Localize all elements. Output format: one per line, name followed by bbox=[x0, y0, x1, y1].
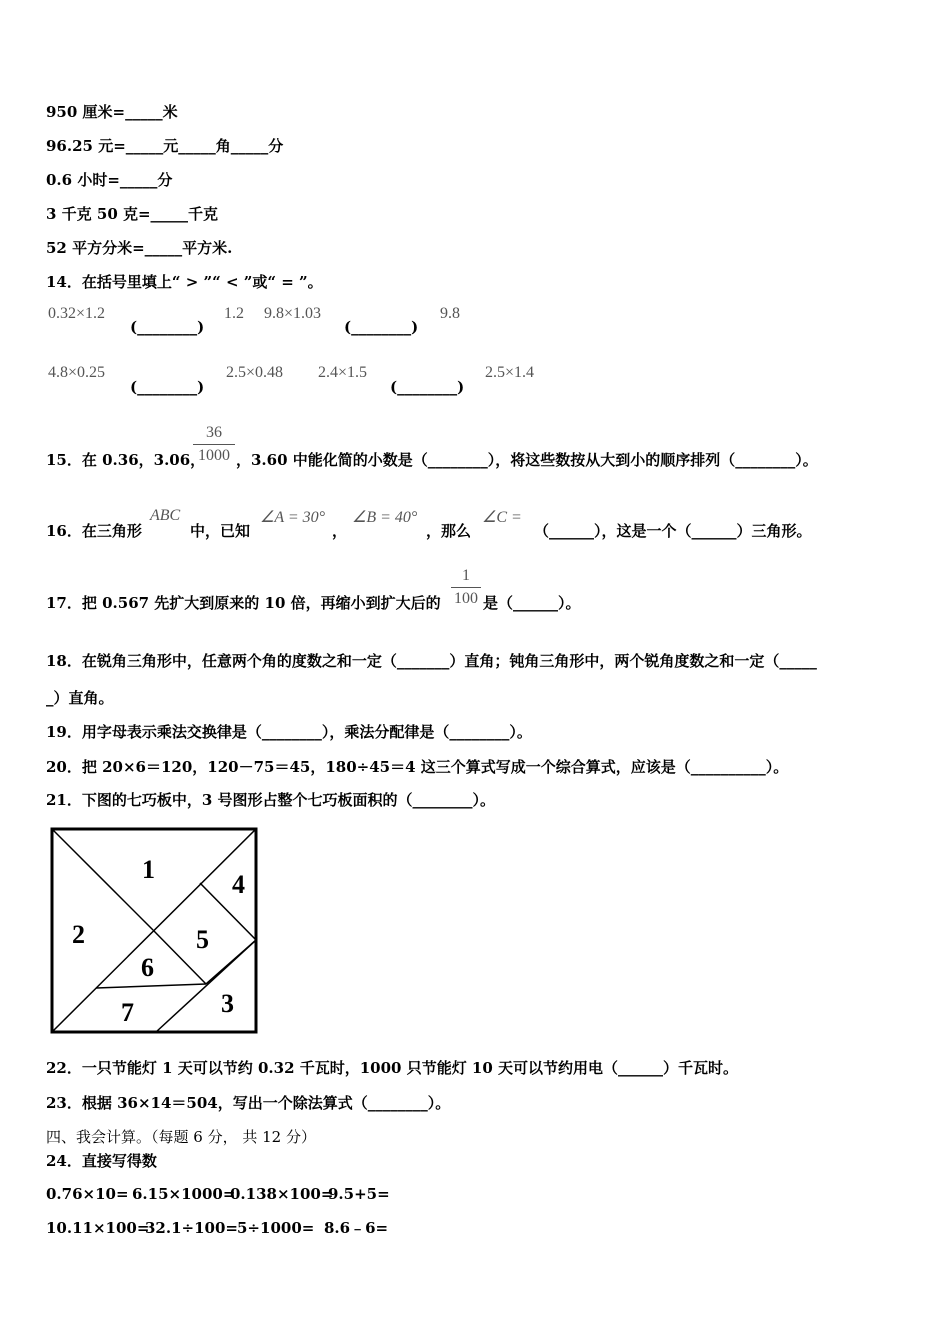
q24-calc-2: 6.15×1000= bbox=[132, 1185, 236, 1203]
q15-frac-den: 1000 bbox=[198, 447, 230, 464]
tangram-label-2: 2 bbox=[72, 920, 85, 949]
q14-expr-1: 0.32×1.2 bbox=[48, 305, 106, 322]
tangram-label-3: 3 bbox=[221, 989, 234, 1018]
q23-text: 23．根据 36×14＝504，写出一个除法算式（________）。 bbox=[46, 1094, 451, 1112]
q16-math-abc: ABC bbox=[150, 507, 181, 524]
conversion-line-3: 0.6 小时=_____分 bbox=[46, 171, 173, 189]
q15-frac-bar bbox=[193, 444, 235, 445]
q14-expr-6: 2.5×0.48 bbox=[226, 364, 284, 381]
q24-calc-4: 9.5+5= bbox=[328, 1185, 390, 1203]
q24-calc-3: 0.138×100= bbox=[230, 1185, 334, 1203]
tangram-figure bbox=[48, 826, 260, 1036]
conversion-line-5: 52 平方分米=_____平方米. bbox=[46, 239, 233, 257]
tangram-label-1: 1 bbox=[142, 855, 155, 884]
q14-expr-2: 1.2 bbox=[224, 305, 244, 322]
tangram-label-4: 4 bbox=[232, 870, 245, 899]
q17-frac-den: 100 bbox=[454, 590, 478, 607]
q17-frac-num: 1 bbox=[462, 567, 470, 584]
conversion-line-1: 950 厘米=_____米 bbox=[46, 103, 178, 121]
q15-text-pre: 15．在 0.36，3.06， bbox=[46, 451, 206, 469]
q24-calc-6: 32.1÷100= bbox=[145, 1219, 238, 1237]
tangram-label-6: 6 bbox=[141, 953, 154, 982]
q16-text-3: ， bbox=[332, 522, 348, 540]
q14-blank-1[interactable]: (________) bbox=[130, 318, 205, 336]
q14-expr-7: 2.4×1.5 bbox=[318, 364, 368, 381]
q17-frac-bar bbox=[451, 587, 481, 588]
q16-text-4: ，那么 bbox=[426, 522, 472, 540]
q24-title: 24．直接写得数 bbox=[46, 1152, 157, 1170]
q16-math-angle-a: ∠A = 30° bbox=[260, 509, 326, 526]
q16-text-2: 中，已知 bbox=[190, 522, 251, 540]
q14-expr-4: 9.8 bbox=[440, 305, 460, 322]
q16-math-angle-c: ∠C = bbox=[482, 509, 522, 526]
q21-title: 21．下图的七巧板中，3 号图形占整个七巧板面积的（________）。 bbox=[46, 791, 496, 809]
q17-text-pre: 17．把 0.567 先扩大到原来的 10 倍，再缩小到扩大后的 bbox=[46, 594, 441, 612]
q16-math-angle-b: ∠B = 40° bbox=[352, 509, 418, 526]
q24-calc-8: 8.6﹣6= bbox=[324, 1219, 389, 1237]
q20-text: 20．把 20×6＝120，120－75＝45，180÷45＝4 这三个算式写成一个综合算式，应该是（__________）。 bbox=[46, 758, 789, 776]
q18-line-1: 18．在锐角三角形中，任意两个角的度数之和一定（_______）直角；钝角三角形中，两个锐角度数之和一定（_____ bbox=[46, 652, 817, 670]
q14-expr-8: 2.5×1.4 bbox=[485, 364, 535, 381]
q24-calc-1: 0.76×10= bbox=[46, 1185, 129, 1203]
q22-text: 22．一只节能灯 1 天可以节约 0.32 千瓦时，1000 只节能灯 10 天可以节约用电（______）千瓦时。 bbox=[46, 1059, 739, 1077]
tangram-label-5: 5 bbox=[196, 925, 209, 954]
q14-expr-5: 4.8×0.25 bbox=[48, 364, 106, 381]
q17-text-post: 是（______）。 bbox=[483, 594, 581, 612]
q14-title: 14．在括号里填上“ > ”“ < ”或“ = ”。 bbox=[46, 273, 323, 291]
q14-blank-4[interactable]: (________) bbox=[390, 378, 465, 396]
q24-calc-7: 5÷1000= bbox=[237, 1219, 315, 1237]
q19-text: 19．用字母表示乘法交换律是（________），乘法分配律是（________）。 bbox=[46, 723, 532, 741]
section-4-heading: 四、我会计算。（每题 6 分， 共 12 分） bbox=[46, 1128, 316, 1146]
q15-fraction bbox=[193, 424, 235, 465]
q18-line-2: _）直角。 bbox=[46, 689, 114, 707]
q14-blank-3[interactable]: (________) bbox=[130, 378, 205, 396]
tangram-label-7: 7 bbox=[121, 998, 134, 1027]
tangram-line-diag-a bbox=[52, 829, 153, 930]
tangram-line-6-7 bbox=[96, 984, 206, 988]
conversion-line-4: 3 千克 50 克=_____千克 bbox=[46, 205, 219, 223]
q16-text-5: （______），这是一个（______）三角形。 bbox=[534, 522, 812, 540]
q24-calc-5: 10.11×100= bbox=[46, 1219, 150, 1237]
q17-fraction bbox=[451, 567, 481, 608]
q16-text-1: 16．在三角形 bbox=[46, 522, 142, 540]
conversion-line-2: 96.25 元=_____元_____角_____分 bbox=[46, 137, 284, 155]
q15-text-post: ，3.60 中能化简的小数是（________），将这些数按从大到小的顺序排列（________）。 bbox=[236, 451, 818, 469]
q14-expr-3: 9.8×1.03 bbox=[264, 305, 322, 322]
q14-blank-2[interactable]: (________) bbox=[344, 318, 419, 336]
q15-frac-num: 36 bbox=[206, 424, 222, 441]
